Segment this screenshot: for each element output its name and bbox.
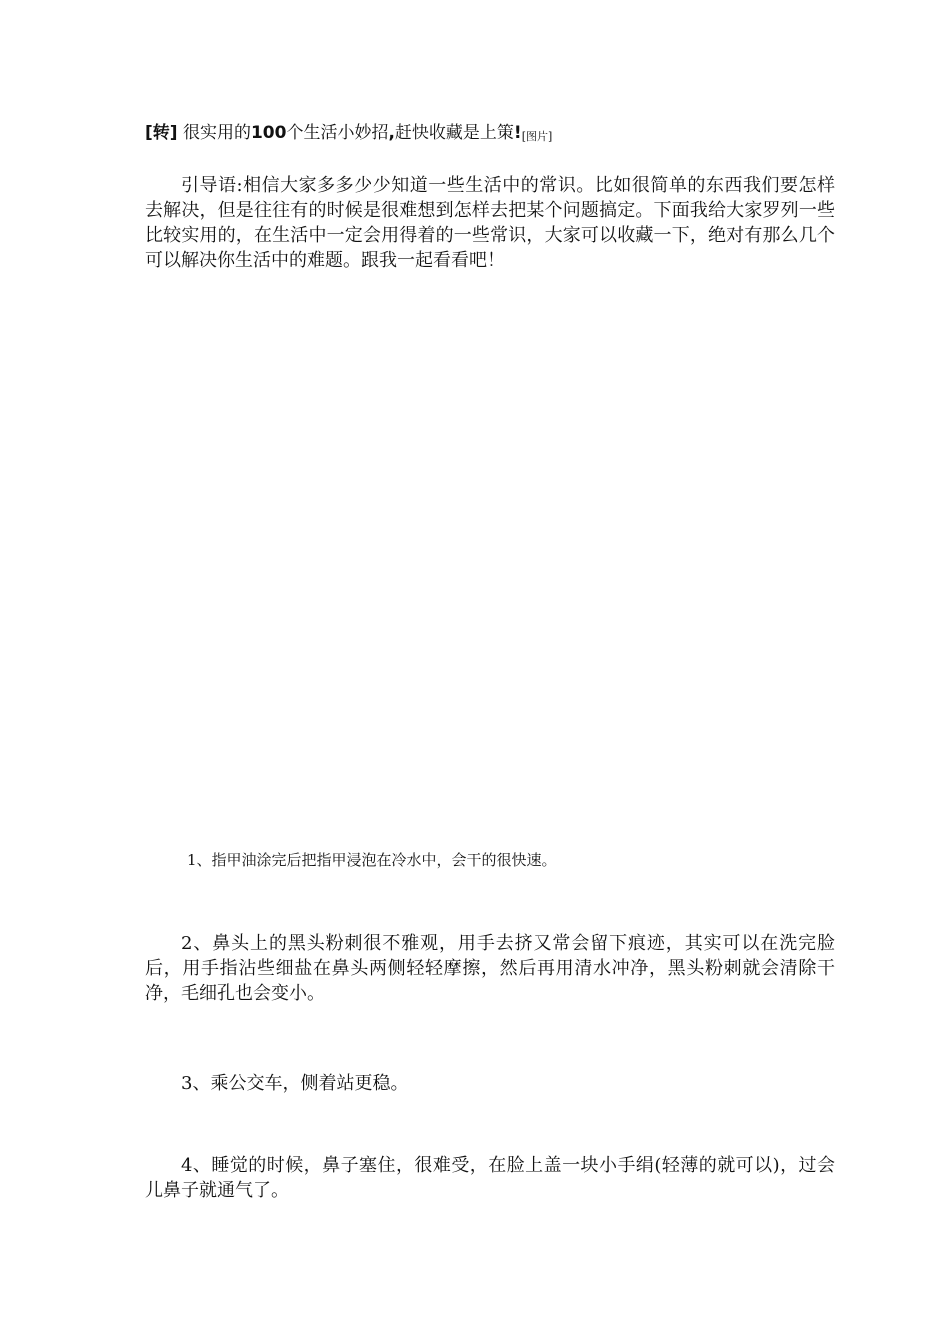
title-text-a: 很实用的 bbox=[182, 123, 251, 143]
title-number: 100 bbox=[250, 123, 287, 143]
document-title bbox=[145, 121, 845, 149]
title-text-b: 个生活小妙招 bbox=[286, 123, 389, 143]
tip-4: 4、睡觉的时候，鼻子塞住，很难受，在脸上盖一块小手绢(轻薄的就可以)，过会儿鼻子就通气了。 bbox=[145, 1155, 835, 1201]
tip-3: 3、乘公交车，侧着站更稳。 bbox=[181, 1073, 409, 1094]
title-text-c: 赶快收藏是上策 bbox=[394, 123, 514, 143]
tip-1: 1、指甲油涂完后把指甲浸泡在冷水中，会干的很快速。 bbox=[187, 851, 557, 869]
title-comma: , bbox=[388, 123, 395, 143]
title-exclaim: ! bbox=[513, 123, 522, 143]
intro-paragraph: 引导语:相信大家多多少少知道一些生活中的常识。比如很简单的东西我们要怎样去解决，但是往往有的时候是很难想到怎样去把某个问题搞定。下面我给大家罗列一些比较实用的，在生活中一定会用得着的一些常识，大家可以收藏一下，绝对有那么几个可以解决你生活中的难题。跟我一起看看吧！ bbox=[145, 175, 835, 271]
image-note: [图片] bbox=[521, 130, 553, 143]
tip-2: 2、鼻头上的黑头粉刺很不雅观，用手去挤又常会留下痕迹，其实可以在洗完脸后，用手指沾些细盐在鼻头两侧轻轻摩擦，然后再用清水冲净，黑头粉刺就会清除干净，毛细孔也会变小。 bbox=[145, 933, 835, 1004]
repost-tag: [转] bbox=[145, 123, 178, 143]
